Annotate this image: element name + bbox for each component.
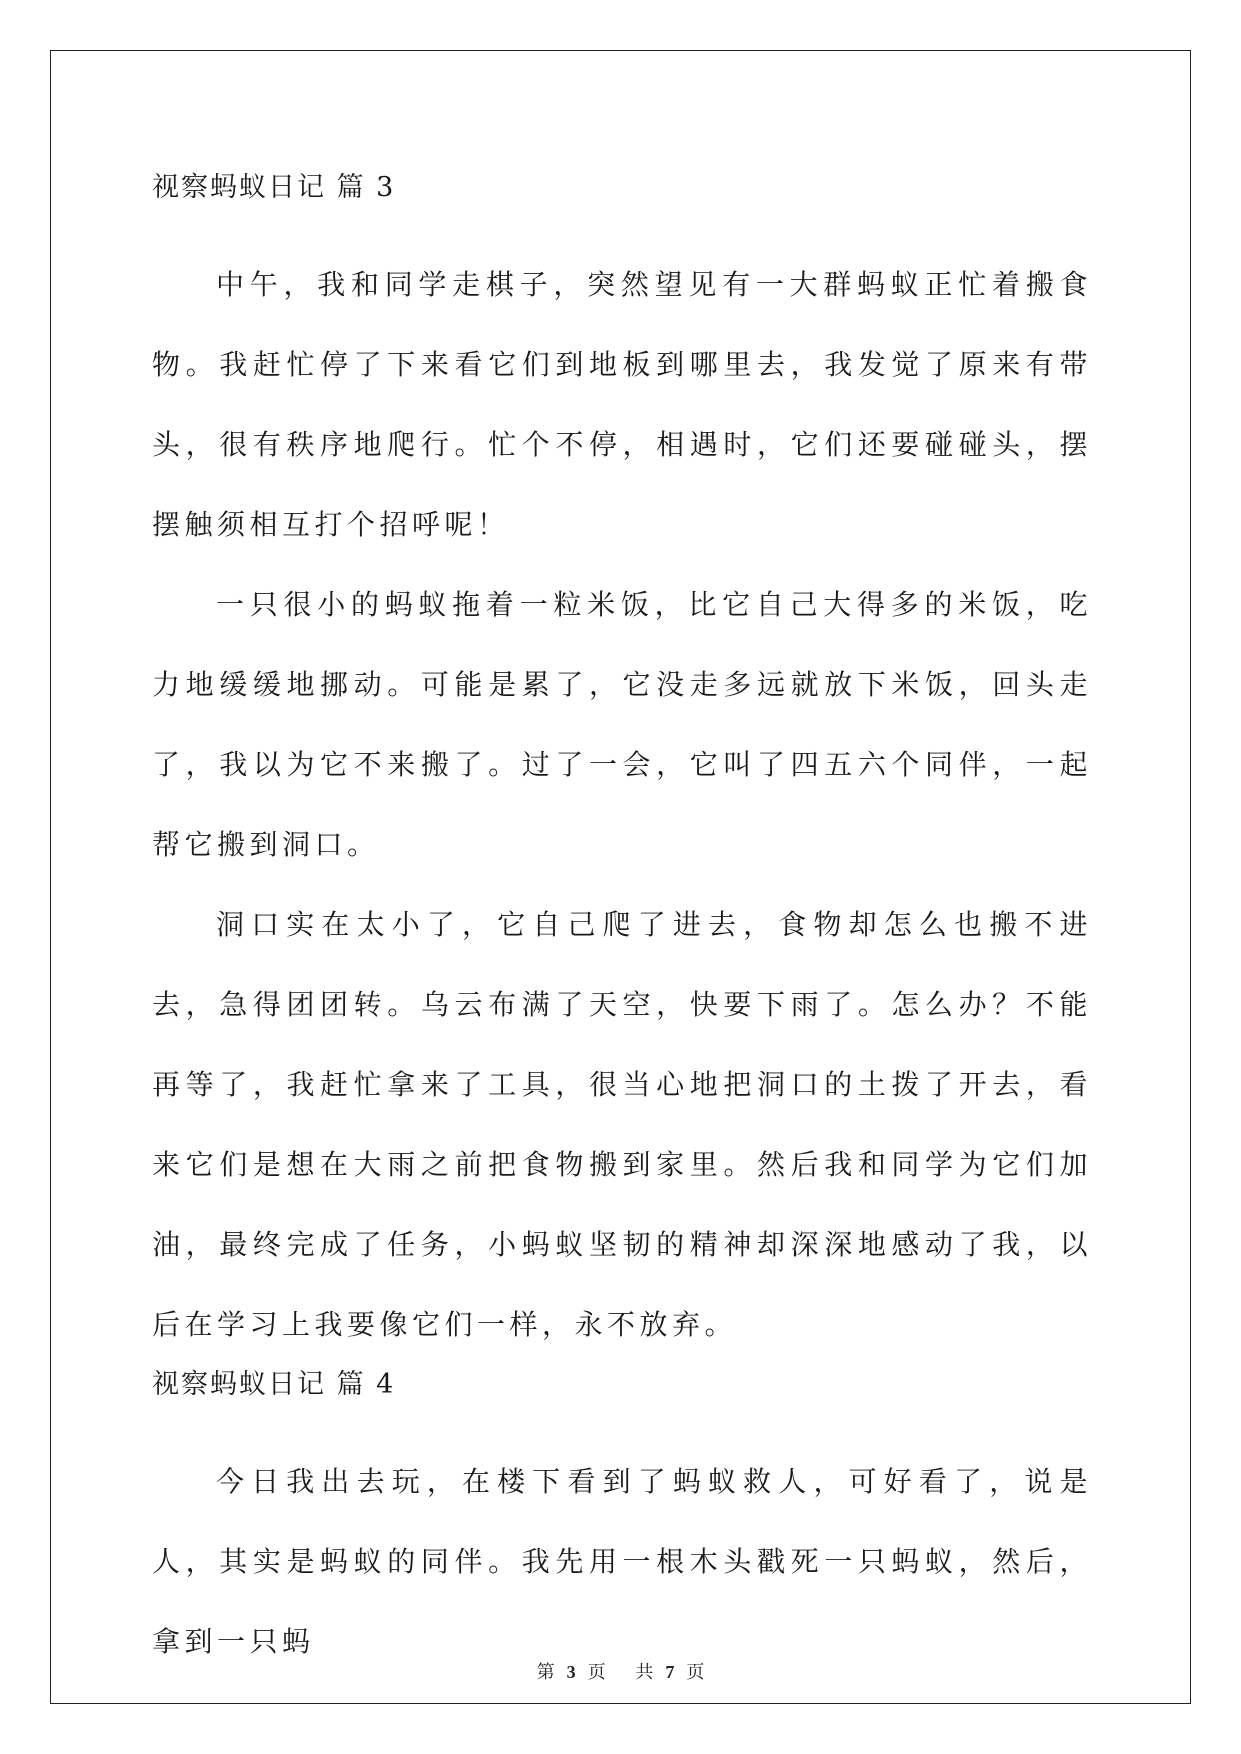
page-prefix: 第 (536, 1662, 555, 1683)
section-heading: 视察蚂蚁日记 篇 4 (152, 1369, 396, 1400)
paragraph: 一只很小的蚂蚁拖着一粒米饭，比它自己大得多的米饭，吃力地缓缓地挪动。可能是累了，它没走多远就放下米饭，回头走了，我以为它不来搬了。过了一会，它叫了四五六个同伴，一起帮它搬到洞口。 (152, 588, 1092, 861)
document-body (152, 168, 1092, 1682)
paragraph: 中午，我和同学走棋子，突然望见有一大群蚂蚁正忙着搬食物。我赶忙停了下来看它们到地板到哪里去，我发觉了原来有带头，很有秩序地爬行。忙个不停，相遇时，它们还要碰碰头，摆摆触须相互打个招呼呢！ (152, 268, 1092, 541)
paragraph: 洞口实在太小了，它自己爬了进去，食物却怎么也搬不进去，急得团团转。乌云布满了天空，快要下雨了。怎么办？不能再等了，我赶忙拿来了工具，很当心地把洞口的土拨了开去，看来它们是想在大雨之前把食物搬到家里。然后我和同学为它们加油，最终完成了任务，小蚂蚁坚韧的精神却深深地感动了我，以后在学习上我要像它们一样，永不放弃。 (152, 908, 1092, 1341)
section-heading: 视察蚂蚁日记 篇 3 (152, 172, 396, 203)
page-suffix: 页 (587, 1662, 606, 1683)
page-indicator (531, 1662, 612, 1683)
page-footer (0, 1660, 1241, 1685)
page-current: 3 (566, 1662, 576, 1682)
paragraph: 今日我出去玩，在楼下看到了蚂蚁救人，可好看了，说是人，其实是蚂蚁的同伴。我先用一根木头戳死一只蚂蚁，然后，拿到一只蚂 (152, 1465, 1092, 1658)
total-indicator (629, 1662, 710, 1683)
page-total: 7 (665, 1662, 675, 1682)
total-prefix: 共 (635, 1662, 654, 1683)
total-suffix: 页 (686, 1662, 705, 1683)
